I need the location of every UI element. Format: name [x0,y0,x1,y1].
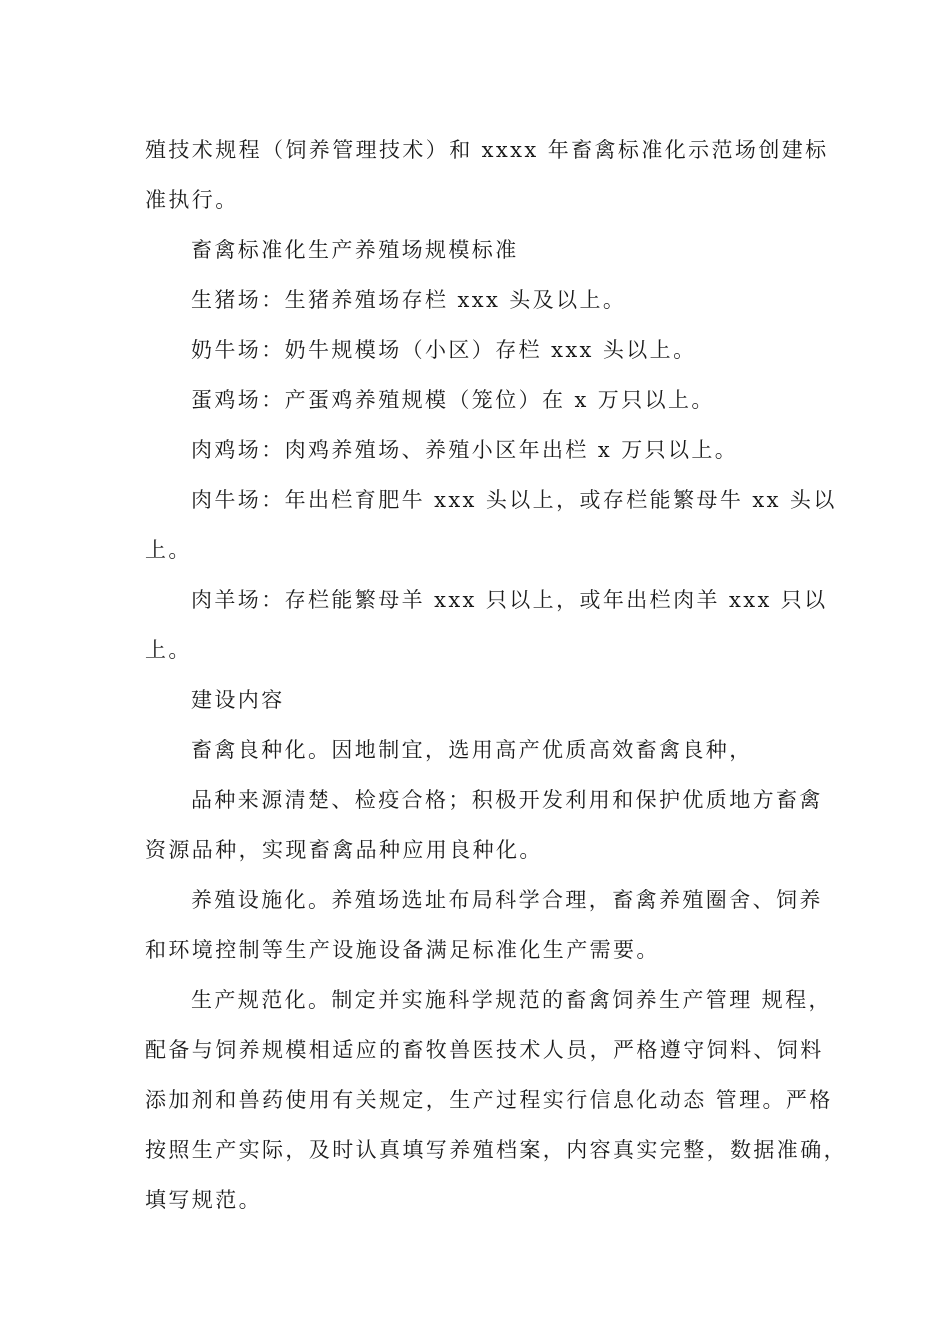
text-line-breed: 畜禽良种化。因地制宜，选用高产优质高效畜禽良种， [191,738,753,762]
text-line-sheep-farm-cont: 上。 [145,638,192,662]
text-line-sheep-farm: 肉羊场：存栏能繁母羊 xxx 只以上，或年出栏肉羊 xxx 只以 [191,588,828,612]
text-line-breed-cont: 资源品种，实现畜禽品种应用良种化。 [145,838,543,862]
text-line-facility: 养殖设施化。养殖场选址布局科学合理，畜禽养殖圈舍、饲养 [191,888,823,912]
text-line-production-5: 填写规范。 [145,1188,262,1212]
text-line-dairy-farm: 奶牛场：奶牛规模场（小区）存栏 xxx 头以上。 [191,338,697,362]
text-line-facility-cont: 和环境控制等生产设施设备满足标准化生产需要。 [145,938,660,962]
text-line-layer-farm: 蛋鸡场：产蛋鸡养殖规模（笼位）在 x 万只以上。 [191,388,715,412]
section-heading-construction: 建设内容 [191,688,285,712]
text-line-breed-source: 品种来源清楚、检疫合格；积极开发利用和保护优质地方畜禽 [191,788,823,812]
text-line-1: 殖技术规程（饲养管理技术）和 xxxx 年畜禽标准化示范场创建标 [145,138,829,162]
section-heading-scale-standard: 畜禽标准化生产养殖场规模标准 [191,238,519,262]
text-line-broiler-farm: 肉鸡场：肉鸡养殖场、养殖小区年出栏 x 万只以上。 [191,438,739,462]
text-line-2: 准执行。 [145,188,239,212]
text-line-production-4: 按照生产实际，及时认真填写养殖档案，内容真实完整，数据准确， [145,1138,847,1162]
text-line-beef-farm-cont: 上。 [145,538,192,562]
text-line-production-2: 配备与饲养规模相适应的畜牧兽医技术人员，严格遵守饲料、饲料 [145,1038,824,1062]
text-line-production-3: 添加剂和兽药使用有关规定，生产过程实行信息化动态 管理。严格 [145,1088,833,1112]
text-line-production: 生产规范化。制定并实施科学规范的畜禽饲养生产管理 规程， [191,988,832,1012]
text-line-beef-farm: 肉牛场：年出栏育肥牛 xxx 头以上，或存栏能繁母牛 xx 头以 [191,488,837,512]
text-line-pig-farm: 生猪场：生猪养殖场存栏 xxx 头及以上。 [191,288,627,312]
